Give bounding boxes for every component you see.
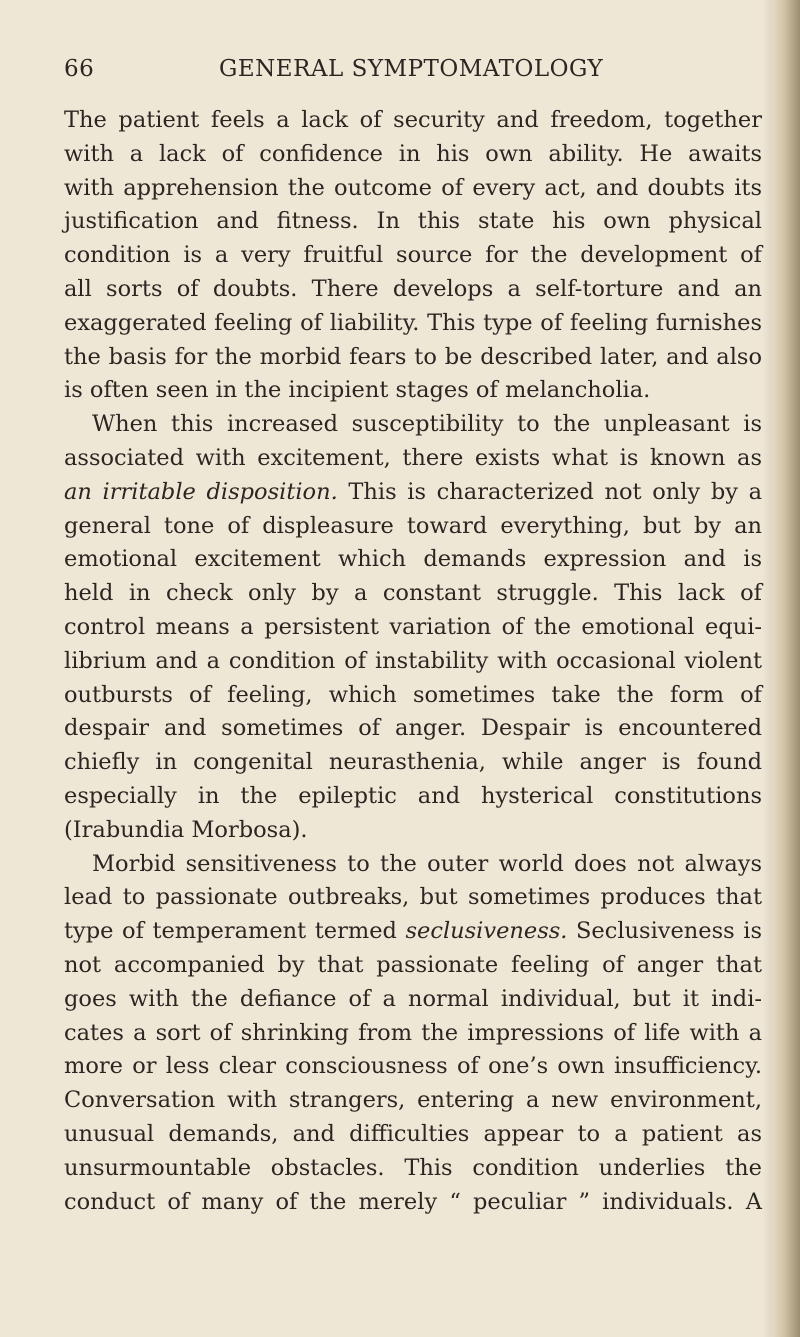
text-line-with-italic [64,915,762,949]
text-line: The patient feels a lack of security and freedom, together [64,107,762,133]
text-line: the basis for the morbid fears to be described later, and also [64,343,762,370]
running-head: GENERAL SYMPTOMATOLOGY [219,56,604,82]
text-line: more or less clear consciousness of one’s own insufficiency. [64,1053,762,1080]
text-line: despair and sometimes of anger. Despair is encountered [64,715,762,742]
paragraph-3 [64,848,762,1220]
page-number: 66 [64,56,95,82]
text-line: is often seen in the incipient stages of melancholia. [64,377,651,404]
page-edge [772,0,800,1337]
text-line: outbursts of feeling, which sometimes take the form of [64,681,762,708]
paragraph-1 [64,104,762,408]
body-text [64,104,762,1219]
text-line: especially in the epileptic and hysterical constitutions [64,782,762,809]
text-line: unsurmountable obstacles. This condition underlies the [64,1154,762,1181]
italic-term: seclusiveness. [405,918,568,945]
text-line: chiefly in congenital neurasthenia, while anger is found [64,749,762,776]
text-line: emotional excitement which demands expression and is [64,546,762,573]
text-fragment: Seclusiveness is [567,918,762,945]
text-line: condition is a very fruitful source for the development of [64,242,762,269]
text-line: cates a sort of shrinking from the impressions of life with a [64,1019,762,1046]
text-line: all sorts of doubts. There develops a self-torture and an [64,275,762,302]
text-line: Conversation with strangers, entering a new environment, [64,1087,762,1114]
text-line: librium and a condition of instability with occasional violent [64,647,762,674]
text-line: justification and fitness. In this state his own physical [64,208,762,235]
text-line-with-italic [64,476,762,510]
text-line: conduct of many of the merely “ peculiar ” individuals. A [64,1188,762,1215]
text-line: control means a persistent variation of the emotional equi- [64,613,762,640]
text-fragment: This is characterized not only by a [337,478,762,505]
text-line: not accompanied by that passionate feeling of anger that [64,951,762,978]
text-line: unusual demands, and difficulties appear to a patient as [64,1120,762,1147]
text-fragment: type of temperament termed [64,918,406,945]
italic-term: an irritable disposition. [64,478,338,505]
paragraph-2 [64,408,762,847]
text-line: (Irabundia Morbosa). [64,816,308,843]
text-line: with apprehension the outcome of every act, and doubts its [64,174,762,201]
text-line: When this increased susceptibility to the unpleasant is [92,411,762,438]
text-line: with a lack of confidence in his own ability. He awaits [64,140,762,167]
text-line: exaggerated feeling of liability. This type of feeling furnishes [64,309,762,336]
text-line: Morbid sensitiveness to the outer world does not always [92,850,762,877]
text-line: held in check only by a constant struggle. This lack of [64,580,762,607]
page-gutter-shadow [762,0,772,1337]
text-line: goes with the defiance of a normal individual, but it indi- [64,985,762,1012]
text-line: lead to passionate outbreaks, but sometimes produces that [64,884,762,911]
text-line: general tone of displeasure toward everything, but by an [64,512,762,539]
text-line: associated with excitement, there exists what is known as [64,444,762,471]
